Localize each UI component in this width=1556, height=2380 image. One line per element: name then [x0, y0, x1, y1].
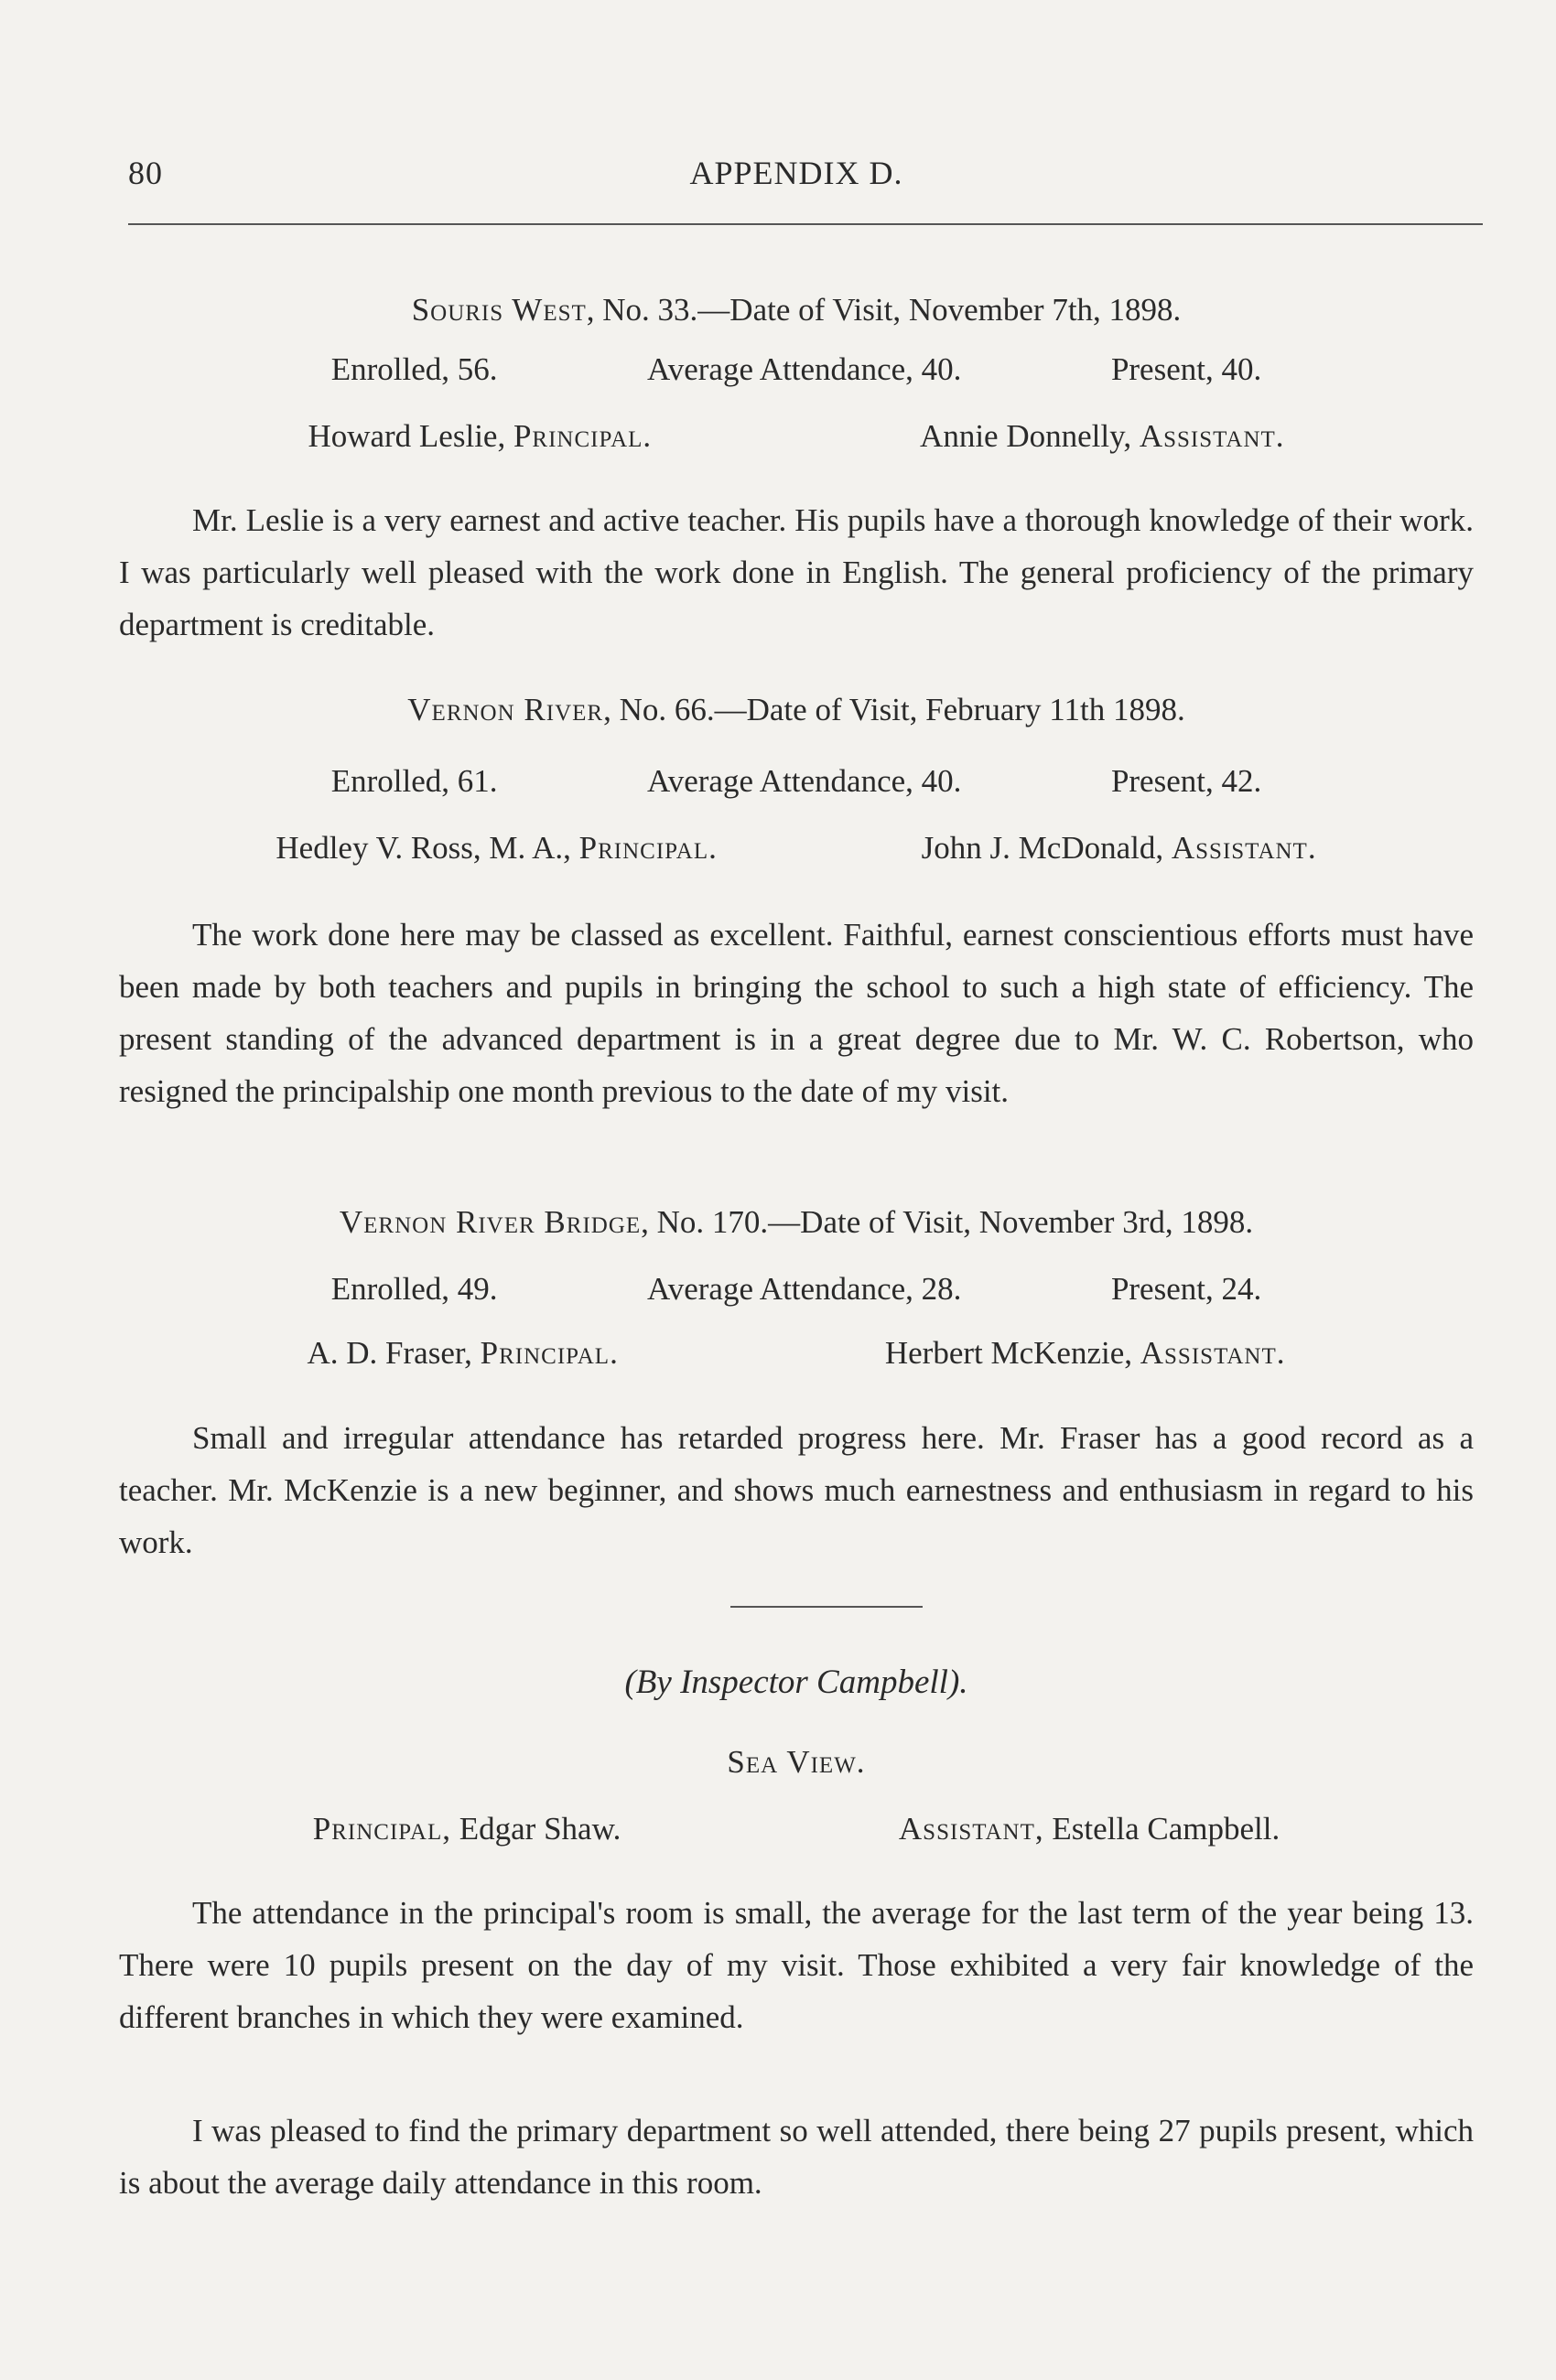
- assistant-role: Assistant.: [1140, 1335, 1286, 1371]
- assistant-name: Estella Campbell.: [1043, 1811, 1280, 1847]
- page-header: [128, 154, 1483, 209]
- school-heading-vernon-river: [119, 684, 1474, 736]
- report-paragraph: The attendance in the principal's room is small, the average for the last term of the year being 13. There were 10 pupils present on the day of my visit. Those exhibited a very fair knowledge of the different branches in which they were examined.: [119, 1895, 1474, 2035]
- report-paragraph: The work done here may be classed as excellent. Faithful, earnest conscientious efforts must have been made by both teachers and pupils in bringing the school to such a high state of efficiency. The present standing of the advanced department is in a great degree due to Mr. W. C. Robertson, who resigned the principalship one month previous to the date of my visit.: [119, 917, 1474, 1109]
- principal: [276, 822, 717, 874]
- principal-role: Principal.: [513, 418, 653, 454]
- staff-row: [119, 822, 1474, 874]
- school-name: Vernon River: [407, 692, 604, 727]
- assistant: [899, 1803, 1280, 1855]
- principal-name: Edgar Shaw.: [451, 1811, 621, 1847]
- enrolled: Enrolled, 61.: [330, 763, 498, 799]
- school-heading-souris-west: [119, 284, 1474, 336]
- report-paragraph: Mr. Leslie is a very earnest and active teacher. His pupils have a thorough knowledge of their work. I was particularly well pleased with the work done in English. The general proficiency of the primary department is creditable.: [119, 502, 1474, 642]
- attendance-row: [119, 755, 1474, 807]
- assistant: [920, 410, 1285, 462]
- assistant-role: Assistant,: [898, 1811, 1044, 1847]
- visit-details: , No. 66.—Date of Visit, February 11th 1898.: [603, 692, 1185, 727]
- attendance-row: [119, 1263, 1474, 1315]
- visit-details: , No. 170.—Date of Visit, November 3rd, 1898.: [641, 1204, 1254, 1240]
- inspector-byline: (By Inspector Campbell).: [624, 1664, 968, 1701]
- assistant-name: John J. McDonald,: [921, 830, 1172, 866]
- present-count: Present, 24.: [1110, 1271, 1262, 1307]
- principal-name: Howard Leslie,: [308, 418, 513, 454]
- present-count: Present, 42.: [1110, 763, 1262, 799]
- report-paragraph: Small and irregular attendance has retarded progress here. Mr. Fraser has a good record as a teacher. Mr. McKenzie is a new beginner, and shows much earnestness and enthusiasm in regard to his work.: [119, 1420, 1474, 1560]
- school-name: Souris West: [411, 292, 587, 328]
- assistant-name: Herbert McKenzie,: [884, 1335, 1140, 1371]
- principal-name: A. D. Fraser,: [307, 1335, 481, 1371]
- principal: [308, 410, 652, 462]
- assistant-role: Assistant.: [1139, 418, 1285, 454]
- principal: [308, 1327, 619, 1379]
- attendance-row: [119, 343, 1474, 395]
- assistant: [885, 1327, 1286, 1379]
- visit-details: , No. 33.—Date of Visit, November 7th, 1898.: [586, 292, 1182, 328]
- average-attendance: Average Attendance, 28.: [647, 1271, 962, 1307]
- assistant-role: Assistant.: [1171, 830, 1317, 866]
- page-number: 80: [128, 155, 163, 191]
- section-divider: [730, 1606, 923, 1608]
- principal-role: Principal.: [578, 830, 718, 866]
- staff-row: [119, 410, 1474, 462]
- average-attendance: Average Attendance, 40.: [647, 351, 962, 387]
- enrolled: Enrolled, 49.: [330, 1271, 498, 1307]
- principal-name: Hedley V. Ross, M. A.,: [276, 830, 579, 866]
- principal-role: Principal,: [312, 1811, 451, 1847]
- school-name: Vernon River Bridge: [339, 1204, 642, 1240]
- assistant-name: Annie Donnelly,: [920, 418, 1140, 454]
- principal: [313, 1803, 621, 1855]
- report-paragraph: I was pleased to find the primary department so well attended, there being 27 pupils present, which is about the average daily attendance in this room.: [119, 2113, 1474, 2201]
- present-count: Present, 40.: [1110, 351, 1262, 387]
- page-title: APPENDIX D.: [689, 155, 903, 191]
- average-attendance: Average Attendance, 40.: [647, 763, 962, 799]
- assistant: [922, 822, 1317, 874]
- staff-row: [119, 1327, 1474, 1379]
- enrolled: Enrolled, 56.: [330, 351, 498, 387]
- school-heading-vernon-river-bridge: [119, 1196, 1474, 1248]
- header-rule: [128, 223, 1483, 225]
- staff-row: [119, 1803, 1474, 1855]
- school-heading-sea-view: Sea View.: [727, 1744, 866, 1780]
- principal-role: Principal.: [480, 1335, 619, 1371]
